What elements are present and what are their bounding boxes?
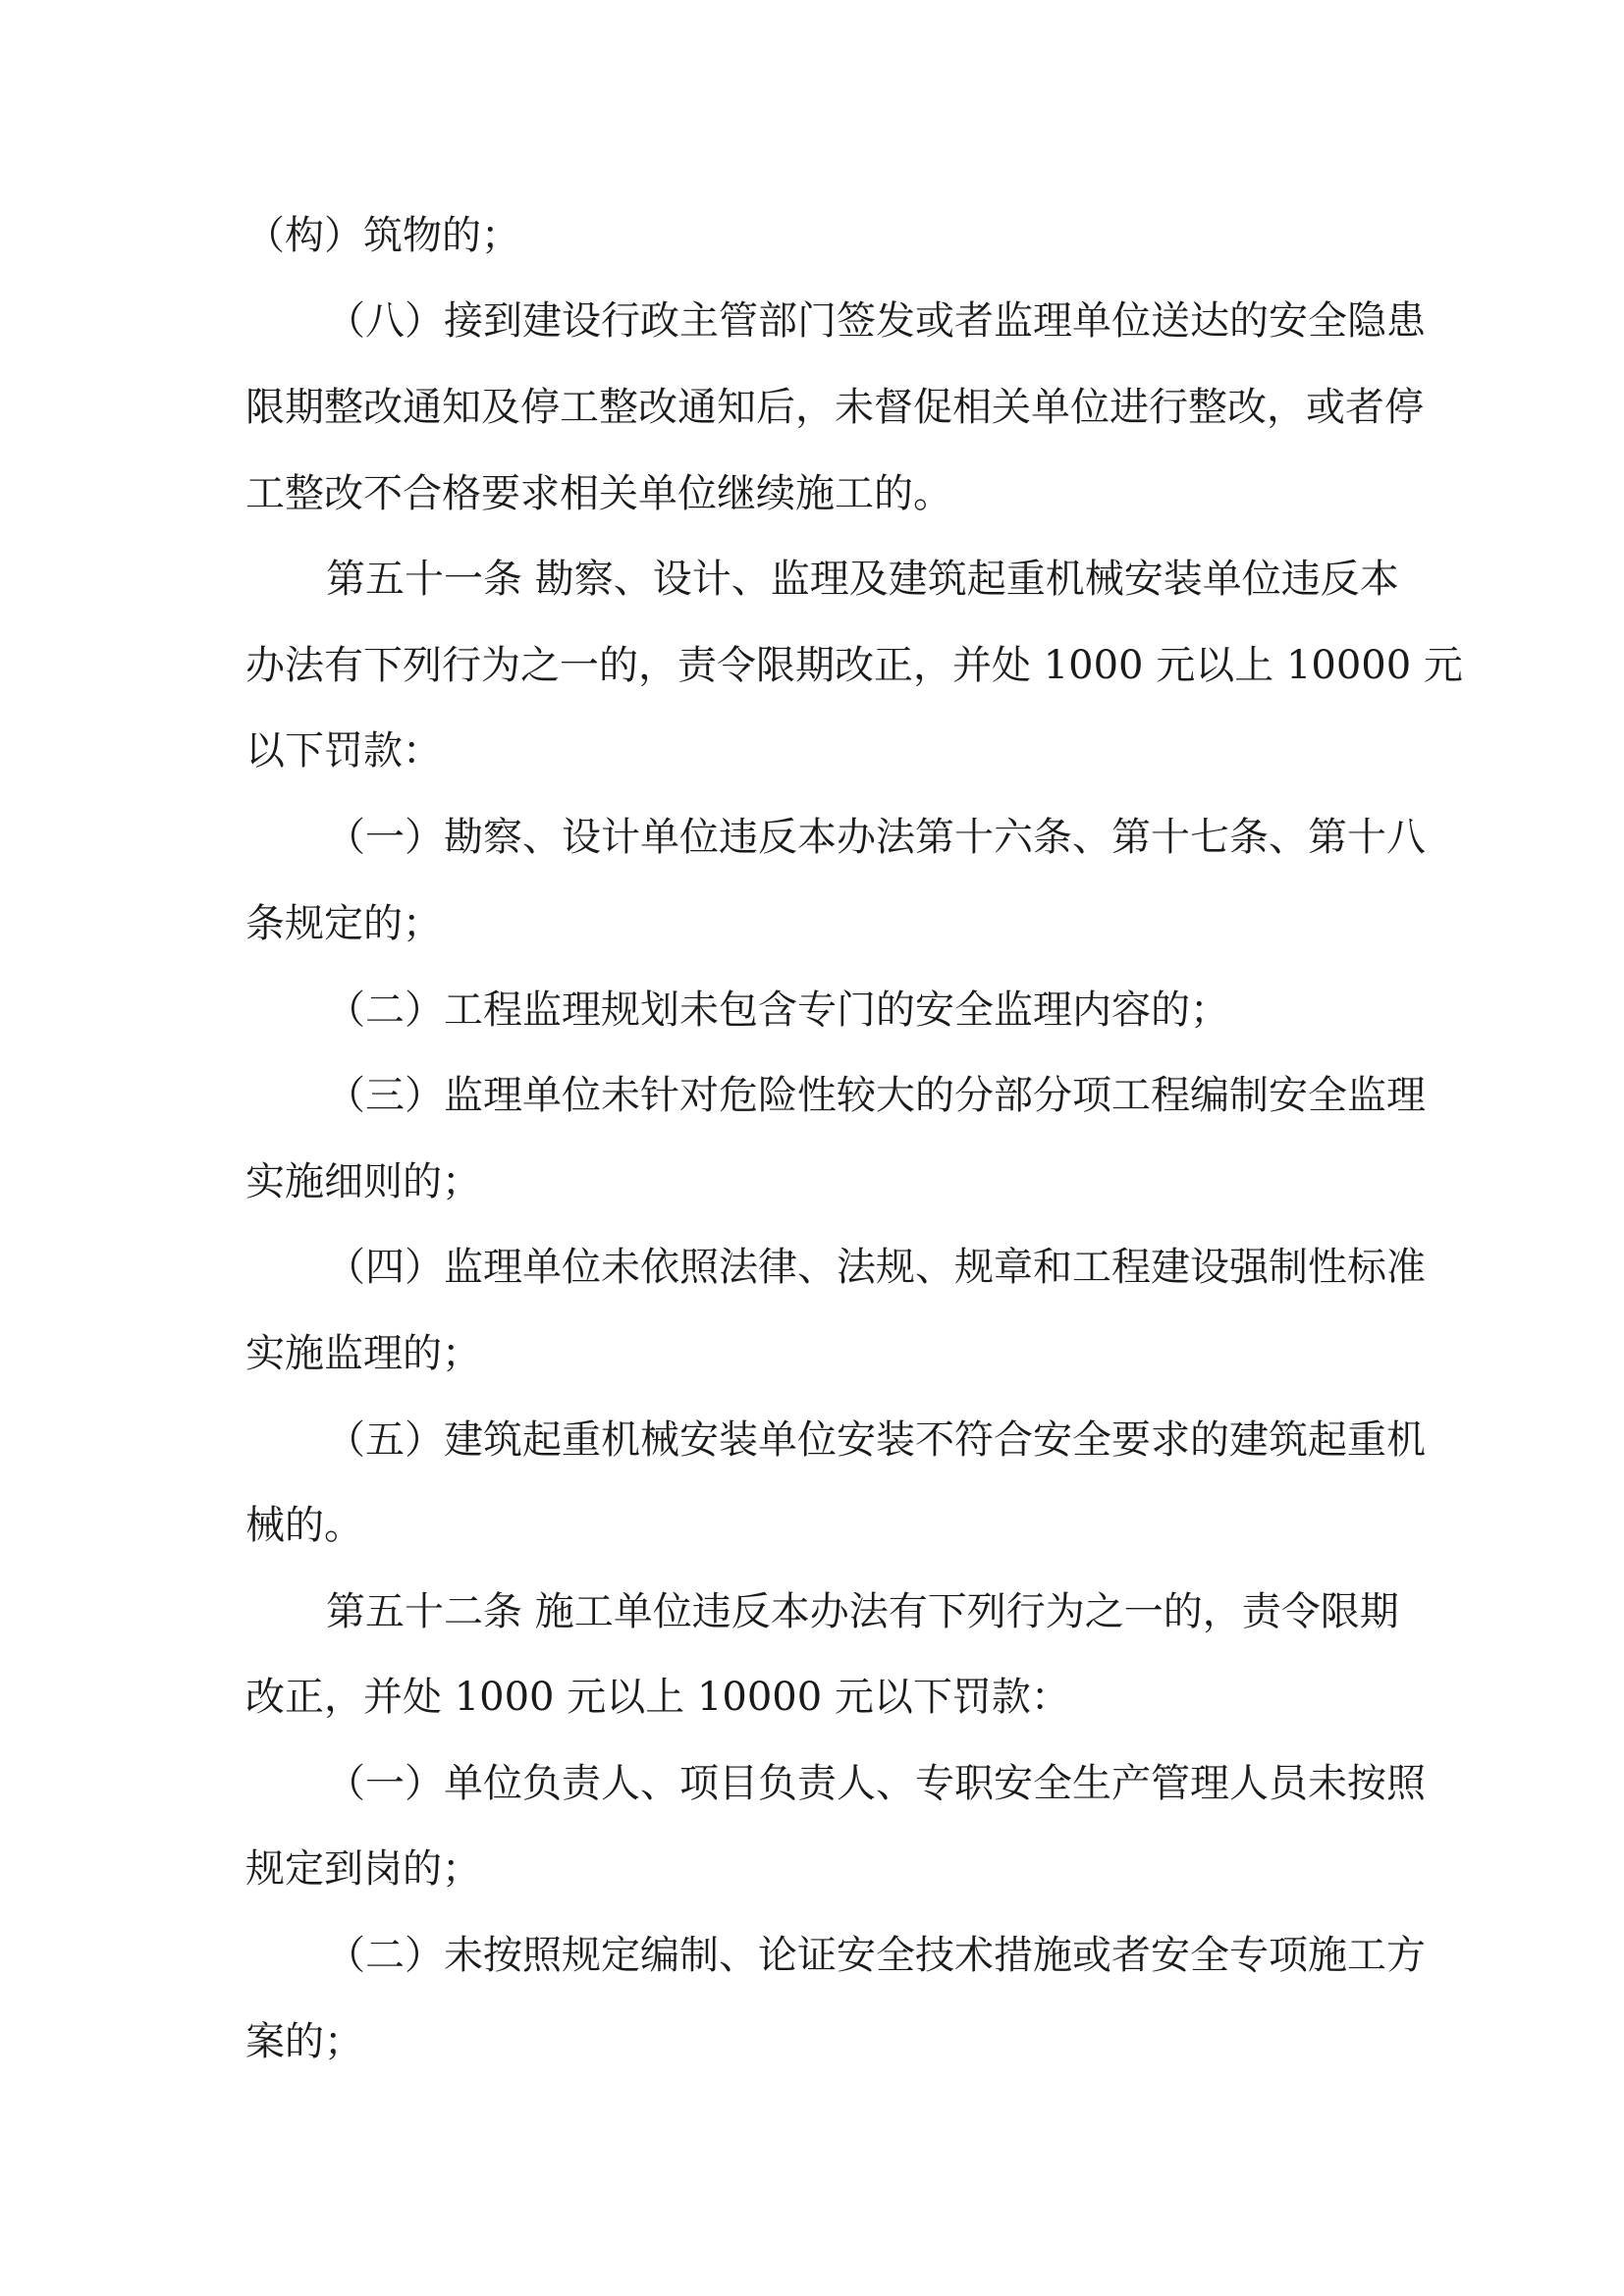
- text-line: （一）单位负责人、项目负责人、专职安全生产管理人员未按照: [326, 1761, 1426, 1806]
- text-line: （一）勘察、设计单位违反本办法第十六条、第十七条、第十八: [326, 815, 1426, 860]
- text-line: 工整改不合格要求相关单位继续施工的。: [245, 471, 952, 516]
- text-line: 改正，并处 1000 元以上 10000 元以下罚款：: [245, 1675, 1070, 1720]
- text-line: 第五十一条 勘察、设计、监理及建筑起重机械安装单位违反本: [326, 557, 1399, 602]
- text-line: 案的；: [245, 2019, 363, 2064]
- text-line: 械的。: [245, 1503, 363, 1548]
- text-line: （构）筑物的；: [245, 213, 520, 258]
- text-line: 以下罚款：: [245, 728, 442, 774]
- text-line: （五）建筑起重机械安装单位安装不符合安全要求的建筑起重机: [326, 1417, 1426, 1463]
- text-line: （二）未按照规定编制、论证安全技术措施或者安全专项施工方: [326, 1933, 1426, 1978]
- text-line: 第五十二条 施工单位违反本办法有下列行为之一的，责令限期: [326, 1589, 1399, 1634]
- text-line: 实施细则的；: [245, 1159, 481, 1204]
- text-line: 限期整改通知及停工整改通知后，未督促相关单位进行整改，或者停: [245, 385, 1424, 430]
- text-line: 规定到岗的；: [245, 1846, 481, 1892]
- text-line: （二）工程监理规划未包含专门的安全监理内容的；: [326, 988, 1229, 1033]
- text-line: （三）监理单位未针对危险性较大的分部分项工程编制安全监理: [326, 1073, 1426, 1118]
- text-line: 办法有下列行为之一的，责令限期改正，并处 1000 元以上 10000 元: [245, 643, 1463, 688]
- text-line: （四）监理单位未依照法律、法规、规章和工程建设强制性标准: [326, 1245, 1426, 1290]
- text-line: （八）接到建设行政主管部门签发或者监理单位送达的安全隐患: [326, 298, 1426, 344]
- text-line: 实施监理的；: [245, 1331, 481, 1376]
- text-line: 条规定的；: [245, 901, 442, 946]
